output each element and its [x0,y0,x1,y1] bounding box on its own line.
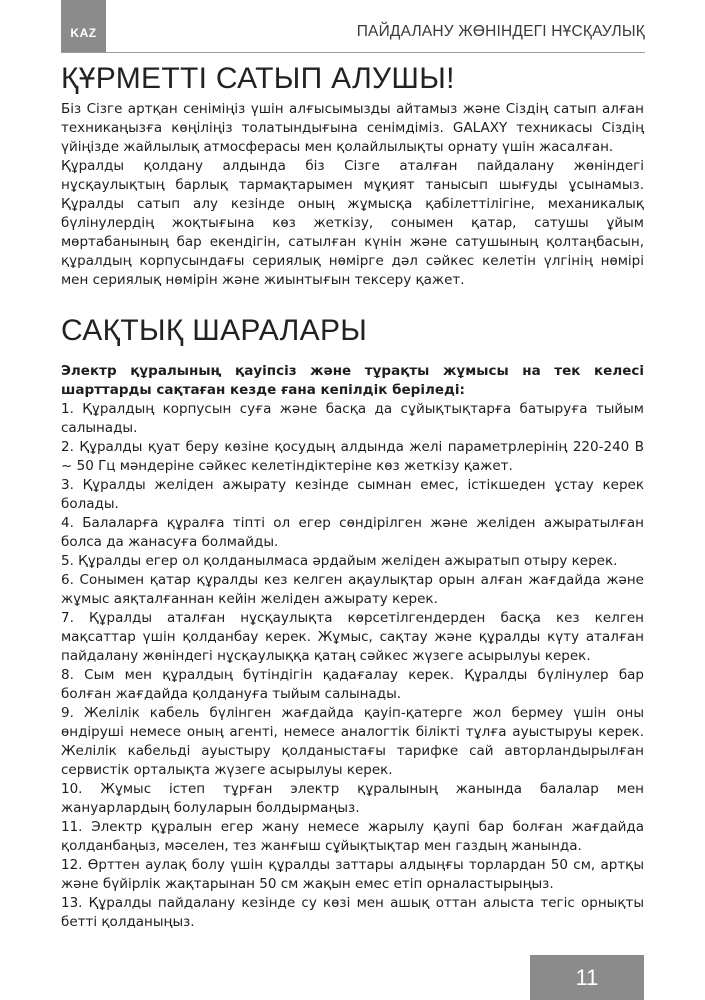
safety-rule: 12. Өрттен аулақ болу үшін құралды заттары алдыңғы торлардан 50 см, артқы және бүйірлік жақтарынан 50 см жақын емес етіп орналастырыңыз. [61,857,644,892]
safety-rule: 8. Сым мен құралдың бүтіндігін қадағалау керек. Құралды бүлінулер бар болған жағдайда қолдануға тыйым салынады. [61,667,644,702]
safety-rule: 5. Құралды егер ол қолданылмаса әрдайым желіден ажыратып отыру керек. [61,553,618,569]
safety-rule: 13. Құралды пайдалану кезінде су көзі мен ашық оттан алыста тегіс орнықты бетті қолданыңыз. [61,895,644,930]
header-divider [61,52,645,53]
safety-rule: 1. Құралдың корпусын суға және басқа да сұйықтықтарға батыруға тыйым салынады. [61,401,644,436]
greeting-heading: ҚҰРМЕТТІ САТЫП АЛУШЫ! [61,62,455,95]
safety-rule: 3. Құралды желіден ажырату кезінде сымнан емес, істікшеден ұстау керек болады. [61,477,644,512]
safety-heading: САҚТЫҚ ШАРАЛАРЫ [61,314,368,347]
safety-rule: 4. Балаларға құралға тіпті ол егер сөндірілген және желіден ажыратылған болса да жанасуға болмайды. [61,515,644,550]
page-number: 11 [575,964,599,990]
safety-rule: 11. Электр құралын егер жану немесе жарылу қаупі бар болған жағдайда қолданбаңыз, мәселен, тез жанғыш сұйықтықтар мен газдың жанында. [61,819,644,854]
language-tab [61,0,106,52]
page-content [61,58,644,932]
page-number-box [530,955,644,1000]
safety-rule: 2. Құралды қуат беру көзіне қосудың алдында желі параметрлерінің 220-240 В ~ 50 Гц мәндеріне сәйкес келетіндіктеріне көз жеткізу қажет. [61,439,644,474]
language-code: KAZ [70,26,97,40]
safety-rule: 10. Жұмыс істеп тұрған электр құралының жанында балалар мен жануарлардың болуларын болдырмаңыз. [61,781,644,816]
safety-rules-list [61,400,644,932]
running-header-title: ПАЙДАЛАНУ ЖӨНІНДЕГІ НҰСҚАУЛЫҚ [356,23,645,40]
safety-rule: 7. Құралды аталған нұсқаулықта көрсетілгендерден басқа кез келген мақсаттар үшін қолданбау керек. Жұмыс, сақтау және құралды күту аталған пайдалану жөніндегі нұсқаулыққа қатаң сәйкес жүзеге асырылуы керек. [61,610,644,664]
safety-rule: 9. Желілік кабель бүлінген жағдайда қауіп-қатерге жол бермеу үшін оны өндіруші немесе оның агенті, немесе аналогтік білікті тұлға ауыстыруы керек. Желілік кабельді ауыстыру қолданыстағы тарифке сай авторландырылған сервистік орталықта жүзеге асырылуы керек. [61,705,644,778]
safety-lead: Электр құралының қауіпсіз және тұрақты жұмысы на тек келесі шарттарды сақтаған кезде ғана кепілдік беріледі: [61,363,644,398]
safety-rule: 6. Сонымен қатар құралды кез келген ақаулықтар орын алған жағдайда және жұмыс аяқталғаннан кейін желіден ажырату керек. [61,572,644,607]
greeting-paragraph: Құралды қолдану алдында біз Сізге аталған пайдалану жөніндегі нұсқаулықтың барлық тармақтарымен мұқият танысып шығуды ұсынамыз. Құралды сатып алу кезінде оның жұмысқа қабілеттілігіне, механикалық бүлінулердің жоқтығына көз жеткізу, сонымен қатар, сатушы ұйым мөртабанының бар екендігін, сатылған күнін және сатушының қолтаңбасын, құралдың корпусындағы сериялық нөмірге дәл сәйкес келетін үлгінің нөмірі мен сериялық нөмірін және жиынтығын тексеру қажет. [61,158,644,288]
greeting-paragraph: Біз Сізге артқан сеніміңіз үшін алғысымызды айтамыз және Сіздің сатып алған техникаңызға көңіліңіз толатындығына сенімдіміз. GALAXY техникасы Сіздің үйіңізде жайлылық атмосферасы мен қолайлылықты орнату үшін жасалған. [61,101,644,155]
